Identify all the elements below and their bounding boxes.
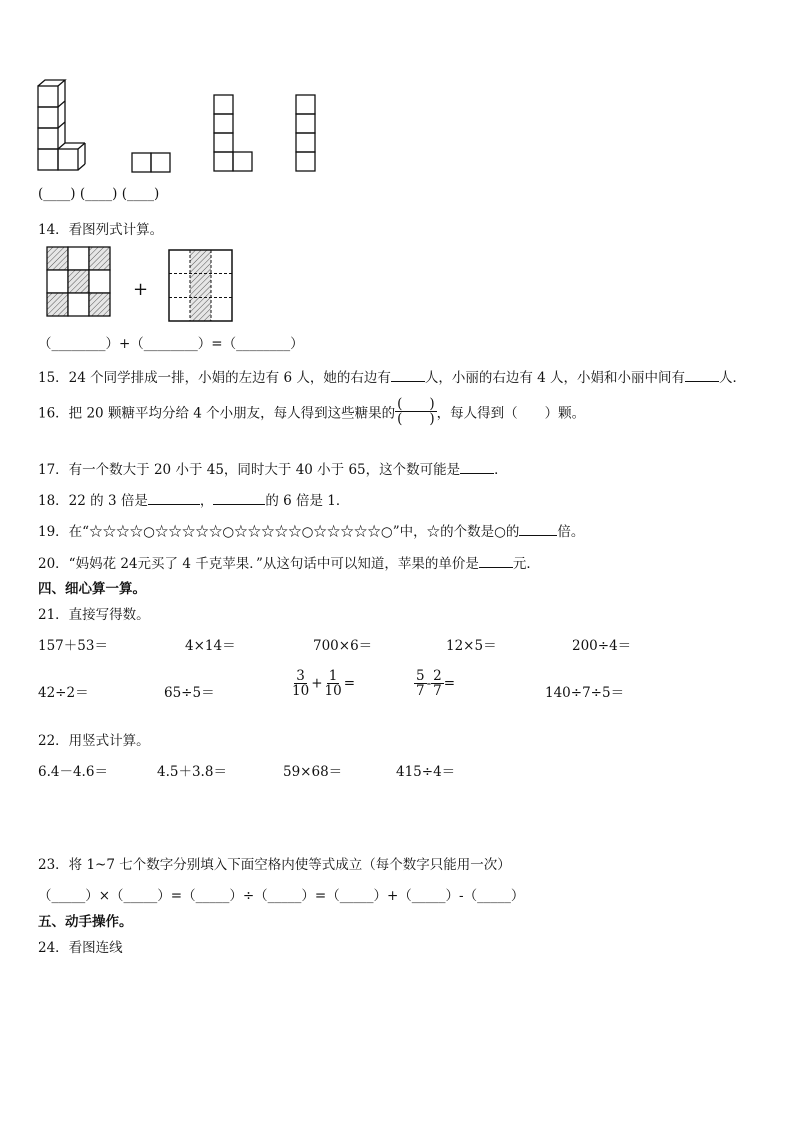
q21-frac-eq-2: = [443,675,456,692]
q19-question [38,520,584,540]
q21-title: 21．直接写得数。 [38,607,150,623]
q21-item-6[interactable]: 42÷2＝ [38,685,89,701]
q14-formula[interactable]: （________）+（________）=（________） [38,336,304,352]
q22-item-1[interactable]: 6.4－4.6＝ [38,764,108,780]
section-4-heading: 四、细心算一算。 [38,581,146,597]
q18-text-2: ， [199,493,214,509]
q19-text-2: 倍。 [557,524,585,540]
q18-text-1: 18．22 的 3 倍是 [38,493,148,509]
q21-item-7[interactable]: 65÷5＝ [164,685,215,701]
q13-answer-1[interactable]: (____) [38,186,76,202]
q20-blank[interactable] [479,567,513,568]
q17-text-2: ． [494,462,508,478]
section-5-heading: 五、动手操作。 [38,914,133,930]
q17-question [38,458,508,478]
q21-frac-d-denominator: 7 [433,683,442,700]
q21-fraction-diff[interactable] [414,669,455,698]
q21-frac-b-numerator: 1 [328,668,338,684]
q18-question [38,489,349,509]
q21-frac-c-numerator: 5 [416,668,425,684]
q21-frac-a-denominator: 10 [292,683,310,700]
q15-text-3: 人． [719,370,746,386]
q22-item-2[interactable]: 4.5＋3.8＝ [157,764,227,780]
q21-item-10[interactable]: 140÷7÷5＝ [545,685,625,701]
q21-frac-d-numerator: 2 [433,668,442,684]
q19-text-1: 19．在“☆☆☆☆○☆☆☆☆☆○☆☆☆☆☆○☆☆☆☆☆○”中，☆的个数是○的 [38,524,520,540]
l-shape-figure [214,95,256,173]
q21-fraction-sum[interactable] [290,669,355,698]
q19-blank[interactable] [519,535,557,536]
q17-text-1: 17．有一个数大于 20 小于 45，同时大于 40 小于 65，这个数可能是 [38,462,461,478]
q15-text-1: 15．24 个同学排成一排，小娟的左边有 6 人，她的右边有 [38,370,391,386]
q20-text-1: 20．“妈妈花 24元买了 4 千克苹果．”从这句话中可以知道，苹果的单价是 [38,556,479,572]
column-figure [296,95,318,173]
q16-text-1: 16．把 20 颗糖平均分给 4 个小朋友，每人得到这些糖果的 [38,405,396,422]
q21-frac-a-numerator: 3 [296,668,305,684]
q21-frac-b-denominator: 10 [324,683,342,700]
q18-blank-1[interactable] [148,504,200,505]
q21-frac-op-plus: + [311,675,323,692]
plus-sign: + [133,279,149,300]
q20-text-2: 元． [512,556,540,572]
q21-item-5[interactable]: 200÷4＝ [572,638,632,654]
q13-answer-2[interactable]: (____) [79,186,118,202]
q18-text-3: 的 6 倍是 1． [265,493,350,509]
q15-blank-1[interactable] [391,381,425,382]
q22-title: 22．用竖式计算。 [38,733,150,749]
q24-title: 24．看图连线 [38,940,123,956]
q21-frac-eq-1: = [343,675,355,692]
shaded-grid-3x3-figure [47,247,113,317]
q20-question [38,552,540,572]
q21-frac-c-denominator: 7 [416,683,425,700]
q22-item-3[interactable]: 59×68＝ [283,764,343,780]
q16-frac-numerator[interactable]: ( ) [397,396,435,412]
dashed-grid-figure [168,249,234,323]
q14-title: 14．看图列式计算。 [38,222,164,238]
q15-question [38,366,746,386]
q21-item-3[interactable]: 700×6＝ [313,638,373,654]
q13-answer-row [38,186,159,202]
q16-text-2: ，每人得到（ ）颗。 [436,405,586,422]
q16-fraction[interactable] [395,397,437,426]
q16-question [38,397,585,426]
q18-blank-2[interactable] [213,504,265,505]
q21-frac-op-minus: - [426,675,432,692]
cube-stack-figure [36,78,96,174]
q21-item-4[interactable]: 12×5＝ [446,638,497,654]
q13-answer-3[interactable]: (____) [121,186,160,202]
q15-blank-2[interactable] [685,381,719,382]
two-squares-figure [132,153,172,173]
q15-text-2: 人，小丽的右边有 4 人，小娟和小丽中间有 [424,370,685,386]
q17-blank[interactable] [460,473,494,474]
q21-item-1[interactable]: 157＋53＝ [38,638,108,654]
q16-frac-denominator[interactable]: ( ) [397,411,435,428]
q21-item-2[interactable]: 4×14＝ [185,638,236,654]
q22-item-4[interactable]: 415÷4＝ [396,764,456,780]
q23-equation[interactable]: （_____）×（_____）=（_____）÷（_____）=（_____）+（_____）-（_____） [38,888,525,904]
q23-title: 23．将 1~7 七个数字分别填入下面空格内使等式成立（每个数字只能用一次） [38,857,511,873]
